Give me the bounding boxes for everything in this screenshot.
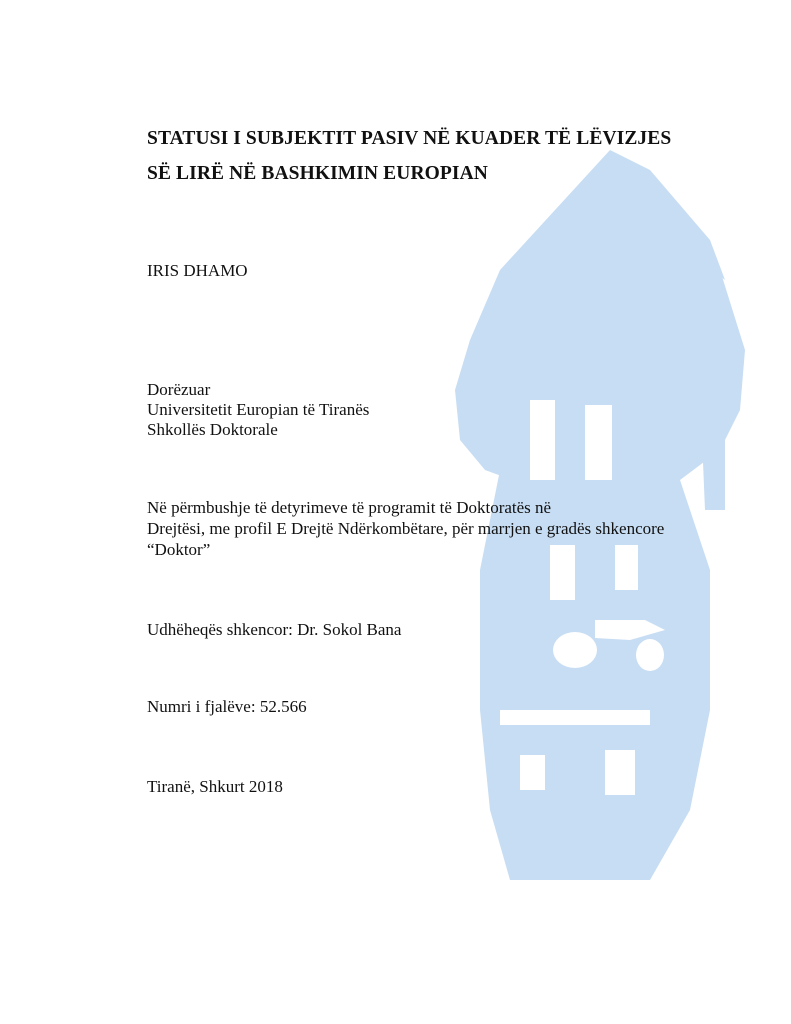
purpose-line-1: Në përmbushje të detyrimeve të programit të Doktoratës në: [147, 498, 552, 517]
institution-line-1: Universitetit Europian të Tiranës: [147, 400, 370, 419]
title-line-2: SË LIRË NË BASHKIMIN EUROPIAN: [147, 163, 488, 184]
purpose-line-3: “Doktor”: [147, 540, 211, 559]
author-name: IRIS DHAMO: [147, 261, 248, 280]
supervisor-line: Udhëheqës shkencor: Dr. Sokol Bana: [147, 620, 402, 639]
title-line-1: STATUSI I SUBJEKTIT PASIV NË KUADER TË LËVIZJES: [147, 128, 672, 149]
word-count-line: Numri i fjalëve: 52.566: [147, 697, 307, 716]
submitted-label: Dorëzuar: [147, 380, 211, 399]
institution-line-2: Shkollës Doktorale: [147, 420, 278, 439]
place-date-line: Tiranë, Shkurt 2018: [147, 777, 283, 796]
purpose-line-2: Drejtësi, me profil E Drejtë Ndërkombëtare, për marrjen e gradës shkencore: [147, 519, 665, 538]
